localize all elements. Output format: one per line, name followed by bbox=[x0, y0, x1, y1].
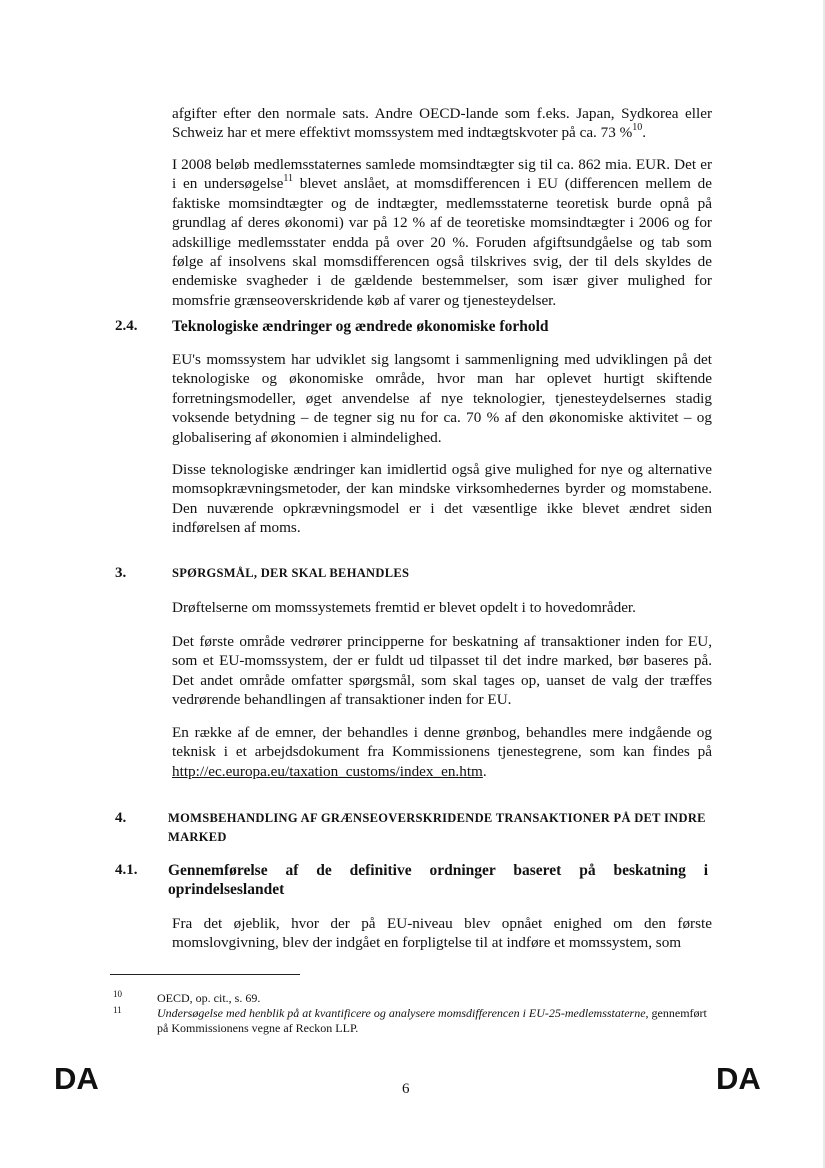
section-title-3: SPØRGSMÅL, DER SKAL BEHANDLES bbox=[172, 566, 410, 580]
footnote-number-10: 10 bbox=[113, 989, 122, 999]
section-title-4: MOMSBEHANDLING AF GRÆNSEOVERSKRIDENDE TRANSAKTIONER PÅ DET INDRE MARKED bbox=[168, 811, 706, 844]
language-code-right: DA bbox=[716, 1061, 761, 1096]
section-title-2-4: Teknologiske ændringer og ændrede økonomiske forhold bbox=[172, 318, 549, 335]
paragraph-tech-changes: Disse teknologiske ændringer kan imidlertid også give mulighed for nye og alternative momsopkrævningsmetoder, der kan mindske virksomhedernes byrder og momstabene. Den nuværende opkrævningsmodel er i det væsentlige ikke blevet ændret siden indførelsen af moms. bbox=[172, 461, 712, 537]
page-number: 6 bbox=[402, 1081, 410, 1097]
footnote-ref-11[interactable]: 11 bbox=[283, 173, 293, 185]
section-number-3: 3. bbox=[115, 565, 127, 581]
section-number-2-4: 2.4. bbox=[115, 318, 138, 334]
taxation-customs-link[interactable]: http://ec.europa.eu/taxation_customs/index_en.htm bbox=[172, 762, 483, 780]
footnote-11: Undersøgelse med henblik på at kvantificere og analysere momsdifferencen i EU-25-medlemsstaterne, gennemført på Kommissionens vegne af Reckon LLP. bbox=[157, 1006, 707, 1035]
section-title-4-1: Gennemførelse af de definitive ordninger baseret på beskatning i oprindelseslandet bbox=[168, 862, 708, 899]
language-code-left: DA bbox=[54, 1061, 99, 1096]
paragraph-oecd: afgifter efter den normale sats. Andre OECD-lande som f.eks. Japan, Sydkorea eller Schweiz har et mere effektivt momssystem med indtægtskvoter på ca. 73 %$^{10}$. bbox=[172, 105, 712, 142]
footnote-separator bbox=[110, 974, 300, 975]
paragraph-working-document: En række af de emner, der behandles i denne grønbog, behandles mere indgående og teknisk i et arbejdsdokument fra Kommissionens tjenestegrene, som kan findes på http://ec.europa.eu/taxation_customs/index_en.htm. bbox=[172, 724, 712, 780]
paragraph-discussions: Drøftelserne om momssystemets fremtid er blevet opdelt i to hovedområder. bbox=[172, 599, 636, 616]
section-number-4: 4. bbox=[115, 810, 127, 826]
footnote-10: OECD, op. cit., s. 69. bbox=[157, 991, 261, 1005]
paragraph-revenue-2008: I 2008 beløb medlemsstaternes samlede momsindtægter sig til ca. 862 mia. EUR. Det er i en undersøgelse$^{11}$ blevet anslået, at momsdifferencen i EU (differencen mellem de faktiske momsindtægter og de indtægter, medlemsstaterne teoretisk burde opnå på grundlag af deres økonomi) var på 12 % af de teoretiske momsindtægter i 2006 og for adskillige medlemsstater endda på over 20 %. Foruden afgiftsundgåelse og tab som følge af insolvens skal momsdifferencen også tilskrives svig, der til dels skyldes de endemiske svagheder i de gældende bestemmelser, som især giver mulighed for momsfrie grænseoverskridende køb af varer og tjenesteydelser. bbox=[172, 156, 713, 309]
section-number-4-1: 4.1. bbox=[115, 862, 138, 878]
footnote-number-11: 11 bbox=[113, 1005, 122, 1015]
paragraph-eu-vat-system: EU's momssystem har udviklet sig langsomt i sammenligning med udviklingen på det teknologiske og økonomiske område, hvor man har oplevet hurtigt skiftende forretningsmodeller, øget anvendelse af nye teknologier, tjenesteydelsernes stadig voksende betydning – de tegner sig nu for ca. 70 % af den økonomiske aktivitet – og globalisering af økonomien i almindelighed. bbox=[172, 351, 712, 446]
paragraph-first-area: Det første område vedrører principperne for beskatning af transaktioner inden for EU, som et EU-momssystem, der er fuldt ud tilpasset til det indre marked, bør baseres på. Det andet område omfatter spørgsmål, som skal tages op, uanset de valg der træffes vedrørende behandlingen af transaktioner inden for EU. bbox=[172, 633, 712, 709]
paragraph-first-vat-legislation: Fra det øjeblik, hvor der på EU-niveau blev opnået enighed om den første momslovgivning, blev der indgået en forpligtelse til at indføre et momssystem, som bbox=[172, 915, 712, 952]
footnote-ref-10[interactable]: 10 bbox=[632, 122, 643, 134]
